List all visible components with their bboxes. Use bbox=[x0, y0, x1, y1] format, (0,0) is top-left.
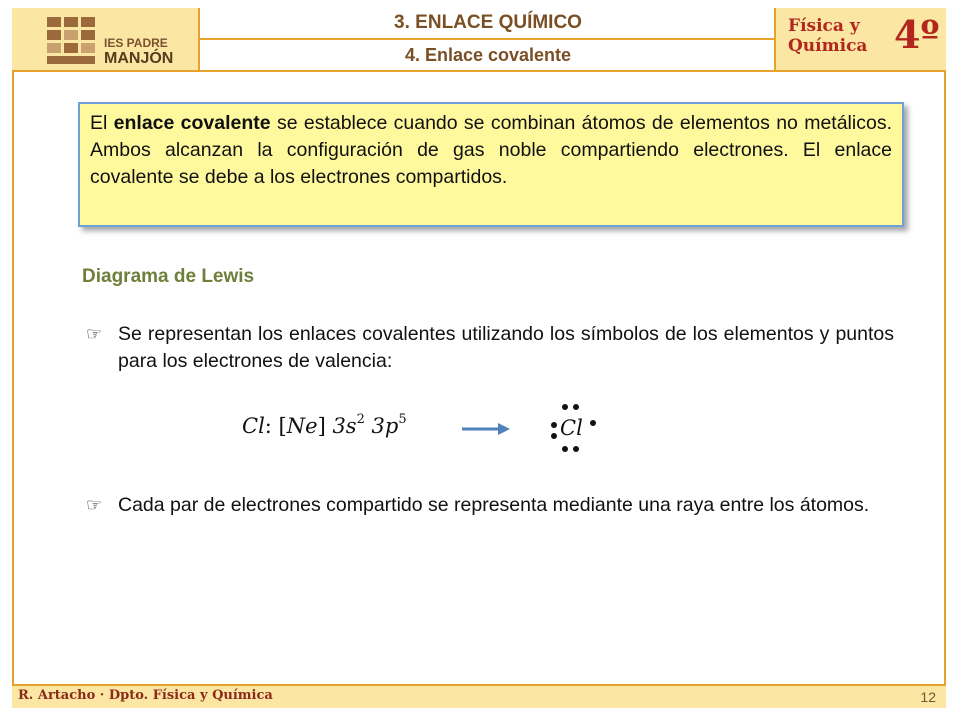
electron-dot bbox=[562, 446, 568, 452]
electron-dot bbox=[551, 422, 557, 428]
school-logo bbox=[12, 8, 200, 72]
chapter-title: 3. ENLACE QUÍMICO bbox=[200, 8, 776, 40]
definition-text-2: se establece cuando se combinan átomos de elementos no metálicos. Ambos alcanzan la configuración de gas noble compartiendo electrones. El enlace covalente se debe a los electrones compartidos. bbox=[90, 112, 892, 188]
formula-element: Cl bbox=[242, 414, 265, 438]
section-title: 4. Enlace covalente bbox=[404, 45, 572, 65]
logo-text bbox=[104, 36, 173, 66]
title-area bbox=[200, 8, 776, 72]
bullet-text-1: Se representan los enlaces covalentes utilizando los símbolos de los elementos y puntos para los electrones de valencia: bbox=[118, 323, 894, 372]
electron-dot bbox=[562, 404, 568, 410]
bullet-item-1 bbox=[86, 321, 894, 375]
formula-exponent-1: 2 bbox=[356, 412, 365, 427]
subject-line-2: Química bbox=[788, 36, 868, 56]
right-arrow-icon bbox=[462, 419, 512, 439]
electron-dot bbox=[551, 433, 557, 439]
formula-exponent-2: 5 bbox=[398, 412, 407, 427]
lewis-subtitle: Diagrama de Lewis bbox=[82, 266, 255, 287]
pointing-hand-icon: ☞ bbox=[86, 324, 103, 344]
electron-dot bbox=[573, 446, 579, 452]
lewis-structure bbox=[546, 400, 602, 460]
bullet-item-2 bbox=[86, 492, 894, 519]
bullet-text-2: Cada par de electrones compartido se representa mediante una raya entre los átomos. bbox=[118, 494, 870, 516]
definition-bold-term: enlace covalente bbox=[113, 112, 271, 134]
logo-grid-icon bbox=[47, 17, 97, 65]
slide-header bbox=[12, 8, 946, 72]
subject-name bbox=[788, 16, 867, 56]
logo-line-1: IES PADRE bbox=[104, 36, 168, 50]
formula-core: Ne bbox=[286, 414, 318, 438]
electron-configuration: Cl: [Ne] $3s^2$ $3p^5$ bbox=[242, 412, 407, 438]
electron-dot bbox=[590, 420, 596, 426]
formula-orbital-1: 3s bbox=[332, 414, 357, 438]
page-number: 12 bbox=[920, 689, 936, 705]
subject-badge bbox=[774, 8, 946, 72]
pointing-hand-icon: ☞ bbox=[86, 495, 103, 515]
lewis-symbol: Cl bbox=[560, 416, 583, 440]
header-divider bbox=[12, 70, 946, 72]
definition-box bbox=[78, 102, 904, 227]
subject-line-1: Física y bbox=[788, 16, 860, 36]
definition-text-1: El bbox=[90, 112, 114, 134]
footer-author: R. Artacho · Dpto. Física y Química bbox=[18, 688, 273, 703]
formula-orbital-2: 3p bbox=[371, 414, 399, 438]
logo-line-2: MANJÓN bbox=[104, 50, 174, 67]
electron-dot bbox=[573, 404, 579, 410]
grade-label: 4º bbox=[894, 12, 940, 57]
slide-footer bbox=[12, 684, 946, 708]
